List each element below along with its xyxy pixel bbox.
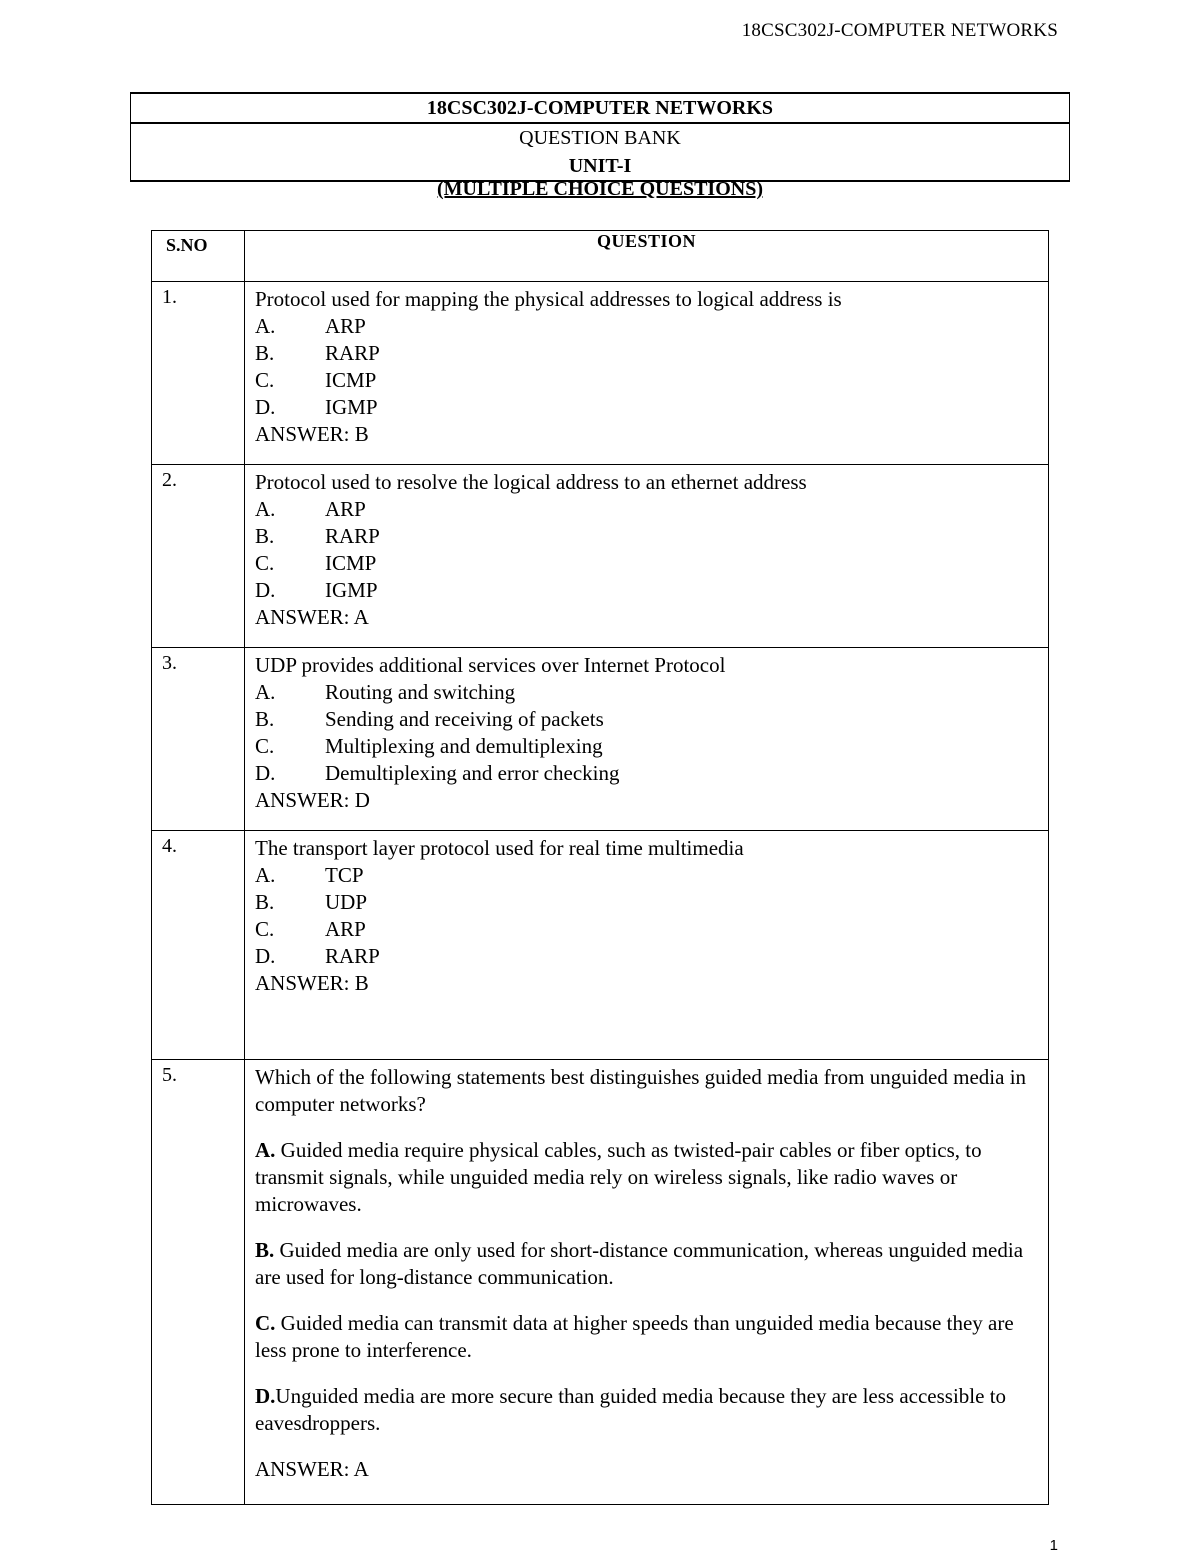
option-text: RARP [325,341,380,365]
option-text: Guided media can transmit data at higher speeds than unguided media because they are less prone to interference. [255,1311,1014,1362]
option-text: Multiplexing and demultiplexing [325,734,603,758]
table-row [152,282,1049,465]
option-letter: C. [255,734,275,758]
option-letter: D. [255,578,276,602]
table-header-row [152,231,1049,282]
question-stem: Protocol used to resolve the logical address to an ethernet address [255,470,807,494]
answer: ANSWER: D [255,788,370,812]
option-letter: C. [255,368,275,392]
option-letter: B. [255,524,275,548]
running-header: 18CSC302J-COMPUTER NETWORKS [741,20,1058,41]
option [255,1237,1038,1291]
table-row [152,831,1049,1060]
question-number: 4. [152,831,245,1060]
option [255,760,1038,787]
title-box [130,92,1070,182]
question-table [151,230,1049,1505]
option-text: ICMP [325,551,377,575]
option [255,889,1038,916]
question-number: 5. [152,1060,245,1505]
question-cell [245,282,1049,465]
option [255,706,1038,733]
option-letter: B. [255,1238,275,1262]
option-text: Guided media require physical cables, such as twisted-pair cables or fiber optics, to transmit signals, while unguided media rely on wireless signals, like radio waves or microwaves. [255,1138,982,1216]
option [255,367,1038,394]
option [255,733,1038,760]
option-text: Routing and switching [325,680,516,704]
option-text: Demultiplexing and error checking [325,761,620,785]
question-cell [245,465,1049,648]
title-subbox [130,124,1070,182]
option-text: UDP [325,890,368,914]
option [255,1310,1038,1364]
option-letter: A. [255,497,276,521]
option [255,679,1038,706]
question-bank-label: QUESTION BANK [519,127,681,149]
table-row [152,465,1049,648]
option [255,577,1038,604]
answer: ANSWER: A [255,605,369,629]
option [255,1383,1038,1437]
question-number: 1. [152,282,245,465]
question-stem: Which of the following statements best distinguishes guided media from unguided media in computer networks? [255,1065,1027,1116]
option [255,523,1038,550]
answer: ANSWER: A [255,1457,369,1481]
option-letter: A. [255,1138,276,1162]
option-letter: B. [255,890,275,914]
question-stem: The transport layer protocol used for real time multimedia [255,836,744,860]
option [255,550,1038,577]
question-number: 2. [152,465,245,648]
option [255,313,1038,340]
option-letter: A. [255,314,276,338]
option-letter: C. [255,917,275,941]
option-text: RARP [325,524,380,548]
option-text: Sending and receiving of packets [325,707,604,731]
answer: ANSWER: B [255,422,369,446]
option-text: TCP [325,863,364,887]
section-heading: (MULTIPLE CHOICE QUESTIONS) [437,178,763,200]
option-text: ARP [325,314,366,338]
question-number: 3. [152,648,245,831]
option-text: ARP [325,497,366,521]
option-text: IGMP [325,578,378,602]
option-letter: D. [255,944,276,968]
question-cell [245,831,1049,1060]
option-text: Unguided media are more secure than guided media because they are less accessible to eavesdroppers. [255,1384,1007,1435]
option-letter: C. [255,551,275,575]
option-letter: C. [255,1311,276,1335]
option [255,394,1038,421]
option-text: ICMP [325,368,377,392]
option-letter: D. [255,395,276,419]
question-stem: Protocol used for mapping the physical addresses to logical address is [255,287,842,311]
option [255,862,1038,889]
option [255,943,1038,970]
option-letter: D. [255,1384,276,1408]
question-stem: UDP provides additional services over Internet Protocol [255,653,726,677]
option-letter: B. [255,341,275,365]
unit-label: UNIT-I [568,155,632,177]
answer: ANSWER: B [255,971,369,995]
option [255,496,1038,523]
col-header-question: QUESTION [245,231,1049,282]
option-letter: A. [255,680,276,704]
option [255,916,1038,943]
question-cell [245,648,1049,831]
table-row [152,1060,1049,1505]
option-letter: A. [255,863,276,887]
option-letter: D. [255,761,276,785]
option [255,1137,1038,1218]
option-text: IGMP [325,395,378,419]
option [255,340,1038,367]
option-letter: B. [255,707,275,731]
col-header-sno: S.NO [152,231,245,282]
option-text: Guided media are only used for short-distance communication, whereas unguided media are used for long-distance communication. [255,1238,1024,1289]
option-text: ARP [325,917,366,941]
question-cell [245,1060,1049,1505]
course-title: 18CSC302J-COMPUTER NETWORKS [130,92,1070,124]
option-text: RARP [325,944,380,968]
page-number: 1 [1049,1537,1058,1554]
table-row [152,648,1049,831]
